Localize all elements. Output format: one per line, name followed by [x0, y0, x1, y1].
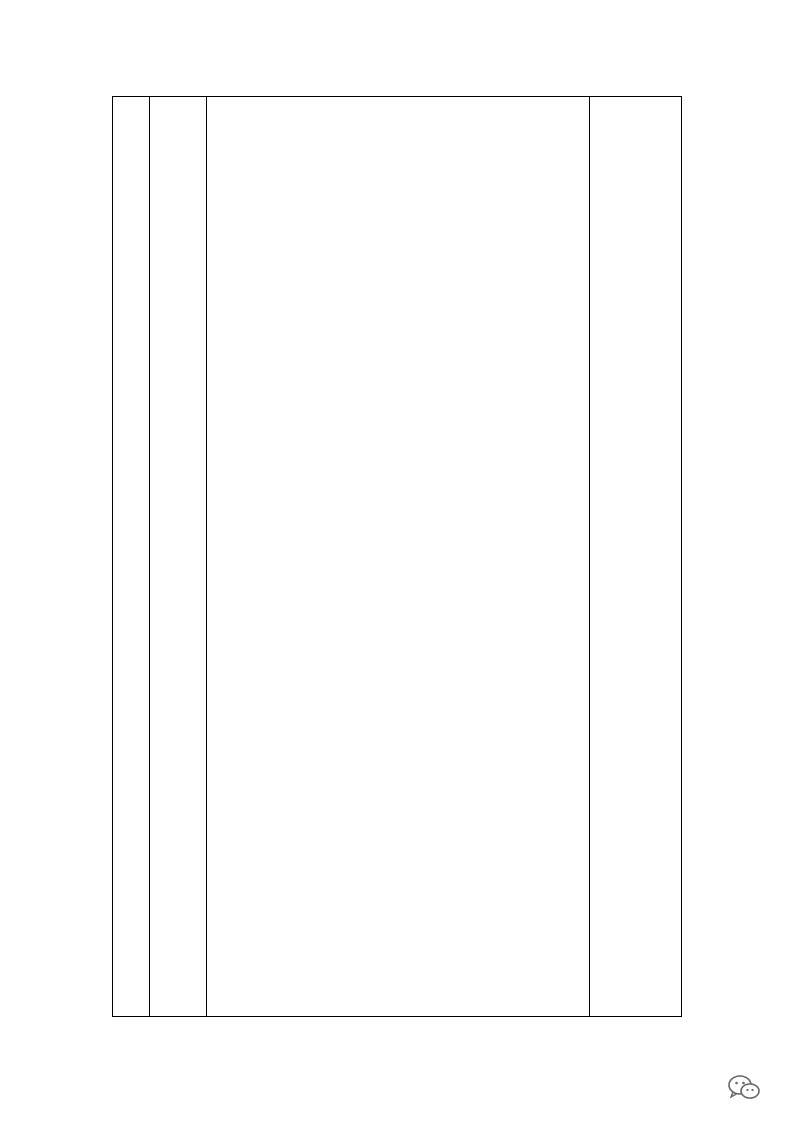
column-divider-3 [589, 97, 590, 1016]
watermark [727, 1073, 767, 1101]
checklist-table [112, 96, 682, 1017]
column-divider-1 [149, 97, 150, 1016]
column-divider-2 [206, 97, 207, 1016]
wechat-icon [727, 1073, 761, 1101]
